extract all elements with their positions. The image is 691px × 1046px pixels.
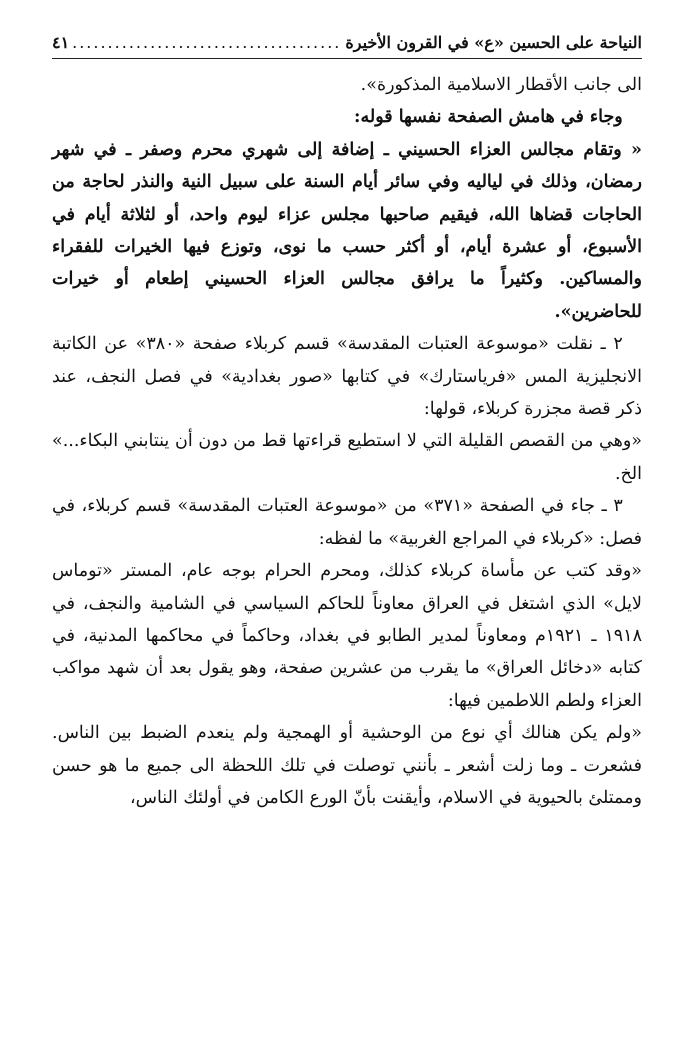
paragraph-item-3: ٣ ـ جاء في الصفحة «٣٧١» من «موسوعة العتبات المقدسة» قسم كربلاء، في فصل: «كربلاء في المراجع الغربية» ما لفظه: (52, 496, 642, 549)
paragraph-quote-stark: «وهي من القصص القليلة التي لا استطيع قراءتها قط من دون أن ينتابني البكاء...» الخ. (52, 431, 642, 484)
leader-dots (73, 33, 341, 52)
paragraph-item-2: ٢ ـ نقلت «موسوعة العتبات المقدسة» قسم كربلاء صفحة «٣٨٠» عن الكاتبة الانجليزية المس «فرياستارك» في كتابها «صور بغدادية» في فصل النجف، عند ذكر قصة مجزرة كربلاء، قولها: (52, 334, 642, 420)
page-number: ٤١ (52, 33, 70, 52)
paragraph-footnote-intro: وجاء في هامش الصفحة نفسها قوله: (354, 107, 623, 128)
page-body (52, 69, 642, 814)
paragraph-quote-lyell: «وقد كتب عن مأساة كربلاء كذلك، ومحرم الحرام بوجه عام، المستر «توماس لايل» الذي اشتغل في العراق معاوناً للحاكم السياسي في الشامية والنجف، في ١٩١٨ ـ ١٩٢١م ومعاوناً لمدير الطابو في بغداد، وحاكماً في محاكمها المدنية، في كتابه «دخائل العراق» ما يقرب من عشرين صفحة، وهو يقول بعد أن شهد مواكب العزاء ولطم اللاطمين فيها: (52, 561, 642, 711)
running-title: النياحة على الحسين «ع» في القرون الأخيرة (345, 33, 642, 52)
running-header (52, 26, 642, 59)
paragraph-quote-lyell-continued: «ولم يكن هنالك أي نوع من الوحشية أو الهمجية ولم ينعدم الضبط بين الناس. فشعرت ـ وما زلت أشعر ـ بأنني توصلت في تلك اللحظة الى جميع ما هو حسن وممتلئ بالحيوية في الاسلام، وأيقنت بأنّ الورع الكامن في أولئك الناس، (52, 723, 642, 808)
book-page (52, 26, 642, 814)
paragraph-continuation: الى جانب الأقطار الاسلامية المذكورة». (360, 75, 642, 95)
paragraph-quote-mourning: « وتقام مجالس العزاء الحسيني ـ إضافة إلى شهري محرم وصفر ـ في شهر رمضان، وذلك في لياليه وفي سائر أيام السنة على سبيل النية والنذر لحاجة من الحاجات قضاها الله، فيقيم صاحبها مجلس عزاء ليوم واحد، أو لثلاثة أيام في الأسبوع، أو عشرة أيام، أو أكثر حسب ما نوى، وتوزع فيها الخيرات للفقراء والمساكين. وكثيراً ما يرافق مجالس العزاء الحسيني إطعام أو خيرات للحاضرين». (52, 139, 642, 322)
